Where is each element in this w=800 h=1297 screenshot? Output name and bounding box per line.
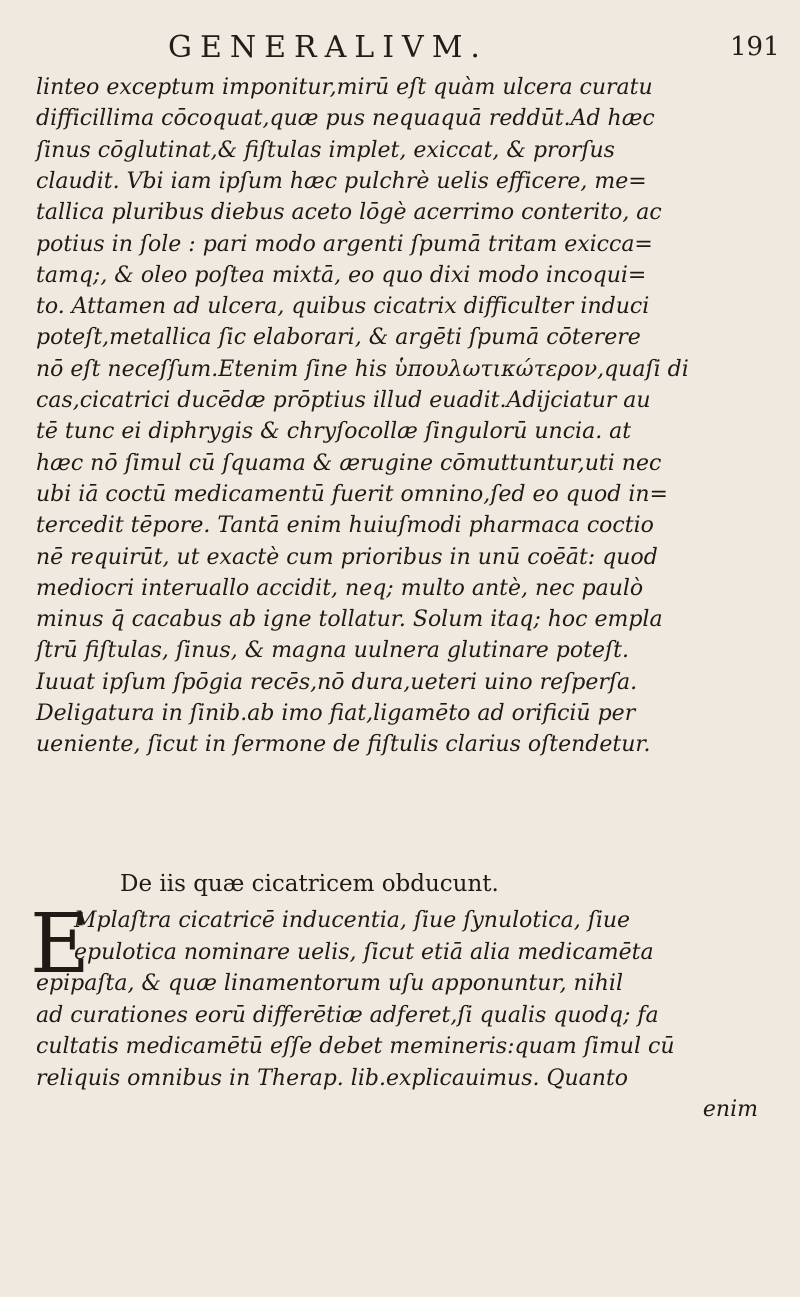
section-text-line: epulotica nominare uelis, ſicut etiā alia medicamēta bbox=[74, 939, 654, 965]
page-number: 191 bbox=[730, 32, 780, 62]
text-line: cas,cicatrici ducēdæ prōptius illud euadit.Adijciatur au bbox=[36, 388, 651, 413]
text-line: difficillima cōcoquat,quæ pus nequaquā reddūt.Ad hæc bbox=[36, 106, 655, 132]
text-line: linteo exceptum imponitur,mirū eſt quàm ulcera curatu bbox=[36, 75, 653, 100]
text-line: tallica pluribus diebus aceto lōgè acerrimo conterito, ac bbox=[36, 200, 662, 226]
page-header bbox=[0, 26, 800, 66]
section-heading: De iis quæ cicatricem obducunt. bbox=[120, 871, 499, 897]
text-line: nē requirūt, ut exactè cum prioribus in unū coēāt: quod bbox=[36, 544, 658, 570]
section-text-line: epipaſta, & quæ linamentorum uſu apponuntur, nihil bbox=[36, 971, 624, 996]
text-line: ſtrū fiſtulas, ſinus, & magna uulnera glutinare poteſt. bbox=[36, 638, 629, 664]
text-line: ubi iā coctū medicamentū fuerit omnino,ſed eo quod in= bbox=[36, 481, 668, 507]
text-line: potius in ſole : pari modo argenti ſpumā tritam exicca= bbox=[36, 231, 653, 257]
text-line: tercedit tēpore. Tantā enim huiuſmodi pharmaca coctio bbox=[36, 513, 654, 539]
text-line: poteſt,metallica ſic elaborari, & argēti ſpumā cōterere bbox=[36, 325, 641, 351]
text-line: mediocri interuallo accidit, neq; multo antè, nec paulò bbox=[36, 575, 644, 601]
text-line: claudit. Vbi iam ipſum hæc pulchrè uelis efficere, me= bbox=[36, 168, 647, 194]
text-line: tamq;, & oleo poſtea mixtā, eo quo dixi modo incoqui= bbox=[36, 262, 647, 288]
text-line: Iuuat ipſum ſpōgia recēs,nō dura,ueteri uino reſperſa. bbox=[36, 669, 638, 695]
text-line: to. Attamen ad ulcera, quibus cicatrix difficulter induci bbox=[36, 294, 650, 320]
text-line: Deligatura in ſinib.ab imo fiat,ligamēto ad orificiū per bbox=[36, 701, 636, 726]
section-text-line: Mplaſtra cicatricē inducentia, ſiue ſynulotica, ſiue bbox=[74, 908, 631, 933]
text-line: ueniente, ſicut in ſermone de fiſtulis clarius oſtendetur. bbox=[36, 732, 651, 758]
drop-cap-initial: E bbox=[30, 897, 90, 992]
text-line: ſinus cōglutinat,& fiſtulas implet, exiccat, & prorſus bbox=[36, 137, 615, 163]
section-text-line: reliquis omnibus in Therap. lib.explicauimus. Quanto bbox=[36, 1065, 629, 1091]
text-line: tē tunc ei diphrygis & chryſocollæ ſingulorū uncia. at bbox=[36, 419, 632, 445]
text-line: minus q̄ cacabus ab igne tollatur. Solum itaq; hoc empla bbox=[36, 607, 663, 633]
text-line: hæc nō ſimul cū ſquama & ærugine cōmuttuntur,uti nec bbox=[36, 450, 662, 476]
section-text-line: ad curationes eorū differētiæ adferet,ſi qualis quodq; fa bbox=[36, 1002, 659, 1028]
section-text-line: cultatis medicamētū eſſe debet memineris:quam ſimul cū bbox=[36, 1034, 675, 1059]
catchword: enim bbox=[702, 1097, 758, 1122]
text-line: nō eſt neceſſum.Etenim ſine his ὑπουλωτικώτερον,quaſi di bbox=[36, 356, 689, 382]
running-head: GENERALIVM. bbox=[168, 30, 488, 65]
